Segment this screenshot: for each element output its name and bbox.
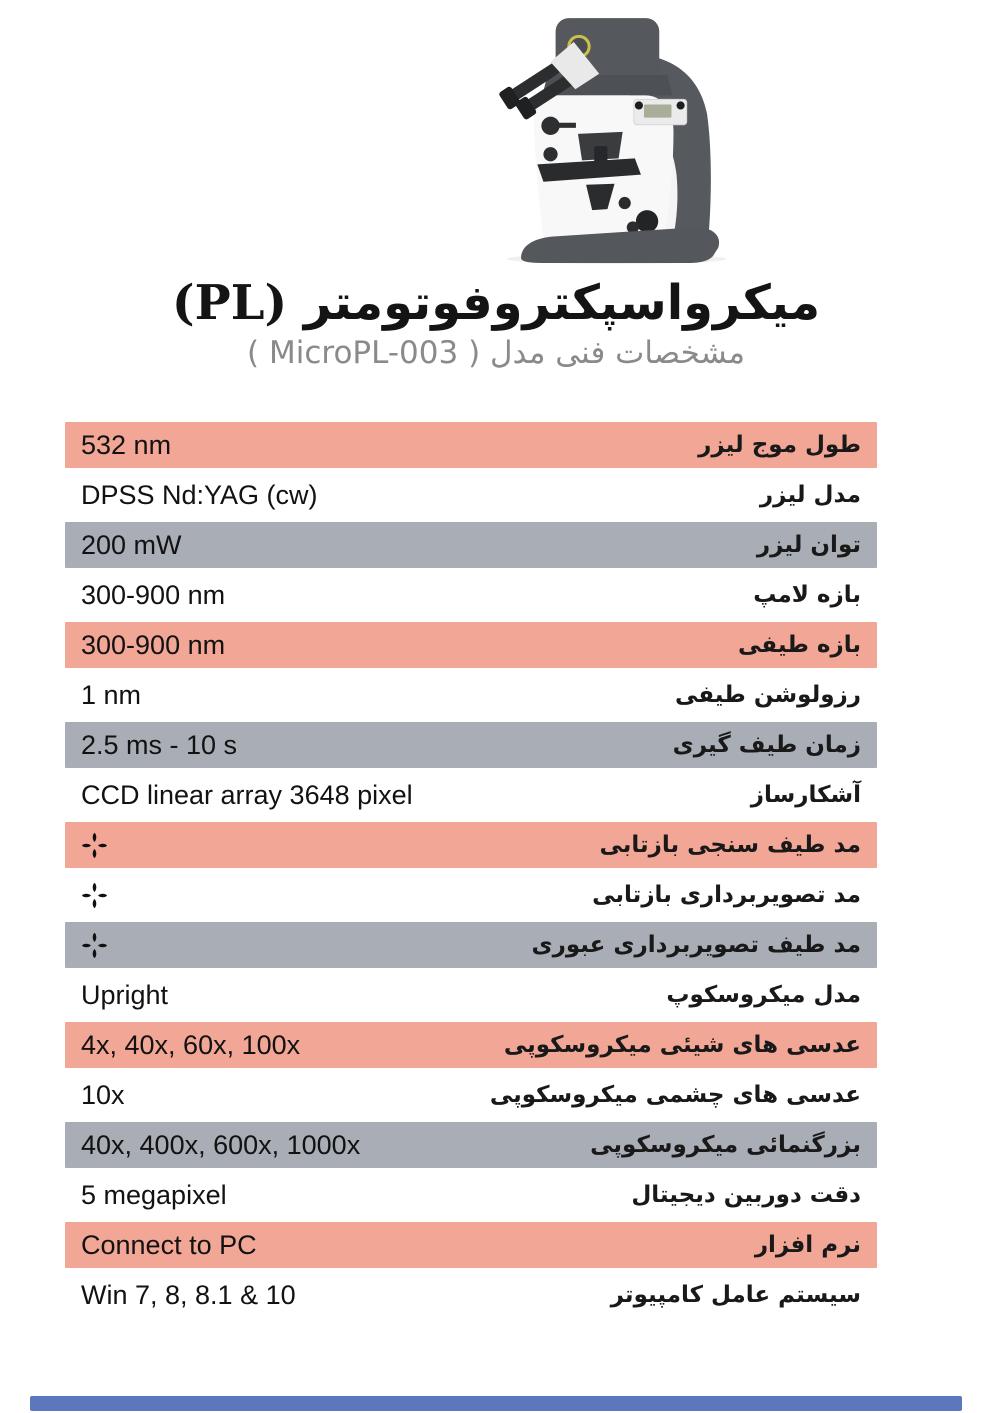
spec-label: آشکارساز [750, 782, 861, 808]
spec-value: 532 nm [81, 429, 172, 460]
spec-value: Win 7, 8, 8.1 & 10 [81, 1279, 296, 1310]
spec-row [65, 922, 877, 968]
spec-row [65, 472, 877, 518]
spec-row [65, 622, 877, 668]
lcd-panel [634, 99, 687, 124]
spec-value: 10x [81, 1079, 125, 1110]
spec-value: 5 megapixel [81, 1179, 227, 1210]
spec-value: 300-900 nm [81, 579, 226, 610]
spec-label: توان لیزر [756, 532, 861, 558]
spec-label: عدسی های شیئی میکروسکوپی [503, 1032, 861, 1058]
spec-value: 2.5 ms - 10 s [81, 729, 238, 760]
spec-label: مدل لیزر [759, 482, 861, 508]
spec-row [65, 672, 877, 718]
spec-row [65, 522, 877, 568]
spec-row [65, 1072, 877, 1118]
title-block [0, 276, 992, 371]
spec-row [65, 822, 877, 868]
page-title-farsi: میکرواسپکتروفوتومتر [303, 275, 821, 331]
spec-value: 1 nm [81, 679, 142, 710]
page-title-latin: (PL) [171, 275, 288, 331]
spec-label: بازه طیفی [738, 632, 861, 658]
spec-value: 4x, 40x, 60x, 100x [81, 1029, 301, 1060]
spec-label: بزرگنمائی میکروسکوپی [590, 1132, 861, 1158]
spec-value: CCD linear array 3648 pixel [81, 779, 413, 810]
spec-row [65, 1022, 877, 1068]
spec-row [65, 972, 877, 1018]
spec-label: بازه لامپ [753, 582, 861, 608]
spec-row [65, 722, 877, 768]
spec-row [65, 572, 877, 618]
spec-row [65, 772, 877, 818]
microscope-image [490, 12, 734, 264]
spec-label: مد طیف تصویربرداری عبوری [531, 932, 861, 958]
spec-label: مدل میکروسکوپ [666, 982, 861, 1008]
spec-label: مد تصویربرداری بازتابی [592, 882, 861, 908]
spec-table [65, 422, 877, 1322]
spec-row [65, 422, 877, 468]
spec-value-check [81, 822, 108, 868]
spec-label: سیستم عامل کامپیوتر [610, 1282, 861, 1308]
footer-bar [30, 1396, 962, 1411]
spec-row [65, 1222, 877, 1268]
spec-value: DPSS Nd:YAG (cw) [81, 479, 318, 510]
spec-row [65, 1122, 877, 1168]
spec-row [65, 1272, 877, 1318]
spec-label: رزولوشن طیفی [674, 682, 861, 708]
page-title [0, 276, 992, 331]
spec-label: نرم افزار [754, 1232, 861, 1258]
spec-value-check [81, 872, 108, 918]
spec-row [65, 1172, 877, 1218]
spec-value-check [81, 922, 108, 968]
spec-value: Connect to PC [81, 1229, 257, 1260]
spec-value: 200 mW [81, 529, 182, 560]
hero-image-container [490, 12, 734, 264]
four-petal-check-icon [81, 882, 108, 909]
page-subtitle: مشخصات فنی مدل ( MicroPL-003 ) [247, 335, 745, 372]
spec-label: زمان طیف گیری [672, 732, 861, 758]
spec-value: 40x, 400x, 600x, 1000x [81, 1129, 361, 1160]
spec-value: Upright [81, 979, 169, 1010]
spec-label: عدسی های چشمی میکروسکوپی [489, 1082, 861, 1108]
spec-label: دقت دوربین دیجیتال [631, 1182, 861, 1208]
spec-row [65, 872, 877, 918]
spec-label: مد طیف سنجی بازتابی [599, 832, 861, 858]
four-petal-check-icon [81, 932, 108, 959]
four-petal-check-icon [81, 832, 108, 859]
spec-value: 300-900 nm [81, 629, 226, 660]
spec-label: طول موج لیزر [698, 432, 861, 458]
